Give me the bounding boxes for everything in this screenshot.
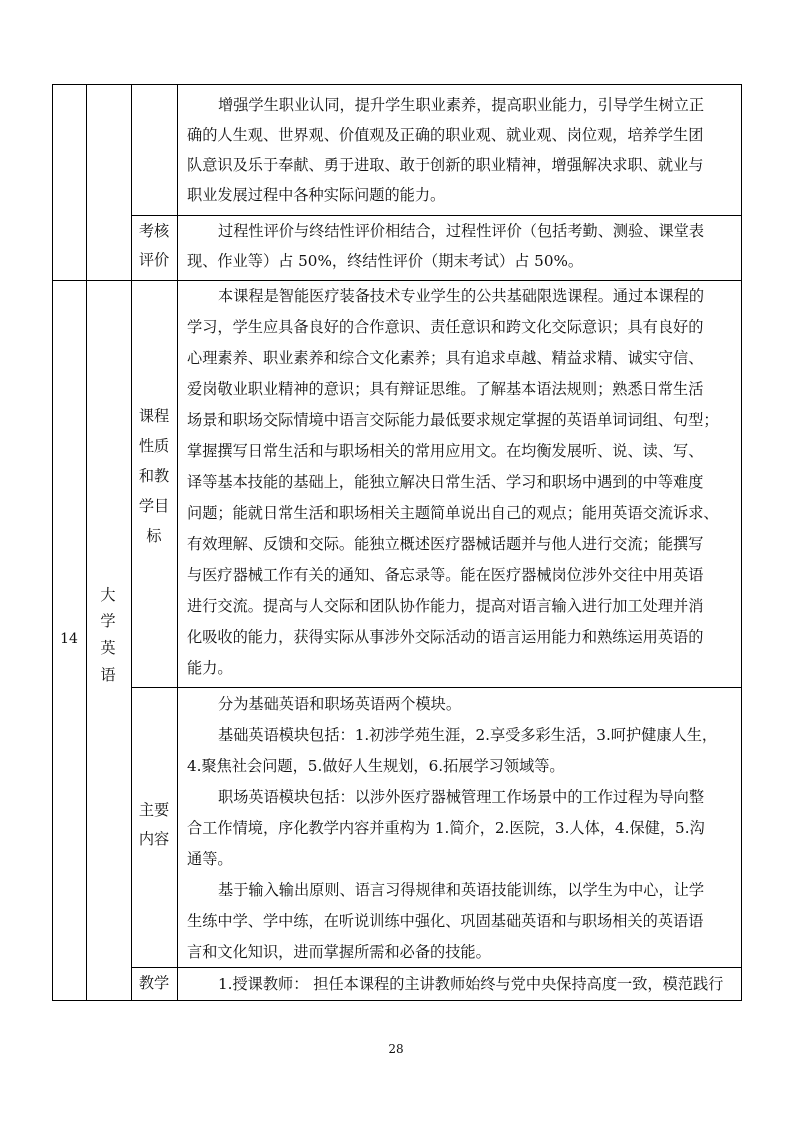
content-line-2: 基础英语模块包括：1.初涉学苑生涯，2.享受多彩生活，3.呵护健康人生， xyxy=(218,726,718,744)
assessment-label-1: 考核 xyxy=(138,222,170,240)
content-line-5: 合工作情境，序化教学内容并重构为 1.简介，2.医院，3.人体，4.保健，5.沟 xyxy=(187,819,705,837)
content-line-6: 通等。 xyxy=(187,850,233,868)
content-line-7: 基于输入输出原则、语言习得规律和英语技能训练，以学生为中心，让学 xyxy=(218,881,704,899)
table-border-col2 xyxy=(131,84,132,1001)
objectives-line-5: 场景和职场交际情境中语言交际能力最低要求规定掌握的英语单词词组、句型； xyxy=(187,411,719,429)
top-body-line-2: 确的人生观、世界观、价值观及正确的职业观、就业观、岗位观，培养学生团 xyxy=(187,126,704,144)
assessment-label-2: 评价 xyxy=(138,251,170,269)
objectives-line-6: 掌握撰写日常生活和与职场相关的常用应用文。在均衡发展听、说、读、写、 xyxy=(187,442,704,460)
objectives-line-10: 与医疗器械工作有关的通知、备忘录等。能在医疗器械岗位涉外交往中用英语 xyxy=(187,566,704,584)
content-line-9: 言和文化知识，进而掌握所需和必备的技能。 xyxy=(187,943,491,961)
objectives-label-1: 课程 xyxy=(138,407,170,425)
objectives-line-3: 心理素养、职业素养和综合文化素养；具有追求卓越、精益求精、诚实守信、 xyxy=(187,349,704,367)
objectives-label-3: 和教 xyxy=(138,467,170,485)
top-body-line-4: 职业发展过程中各种实际问题的能力。 xyxy=(187,186,446,204)
table-border-top xyxy=(52,84,742,85)
course-name-char-1: 大 xyxy=(100,586,116,604)
course-name-char-3: 英 xyxy=(100,639,116,657)
course-name-char-2: 学 xyxy=(100,612,116,630)
objectives-line-1: 本课程是智能医疗装备技术专业学生的公共基础限选课程。通过本课程的 xyxy=(218,287,704,305)
table-border-right xyxy=(741,84,742,1001)
table-border-col3 xyxy=(177,84,178,1001)
table-border-bottom xyxy=(52,1000,742,1001)
course-number: 14 xyxy=(60,631,78,647)
objectives-line-11: 进行交流。提高与人交际和团队协作能力，提高对语言输入进行加工处理并消 xyxy=(187,597,704,615)
objectives-label-2: 性质 xyxy=(138,437,170,455)
content-label-1: 主要 xyxy=(138,801,170,819)
top-body-line-3: 队意识及乐于奉献、勇于进取、敢于创新的职业精神，增强解决求职、就业与 xyxy=(187,156,704,174)
row-divider-content xyxy=(131,687,742,688)
table-border-col1 xyxy=(86,84,87,1001)
objectives-line-8: 问题；能就日常生活和职场相关主题简单说出自己的观点；能用英语交流诉求、 xyxy=(187,504,719,522)
teaching-label: 教学 xyxy=(138,974,170,992)
content-line-8: 生练中学、学中练，在听说训练中强化、巩固基础英语和与职场相关的英语语 xyxy=(187,912,704,930)
assessment-line-1: 过程性评价与终结性评价相结合，过程性评价（包括考勤、测验、课堂表 xyxy=(218,222,704,240)
content-label-2: 内容 xyxy=(138,830,170,848)
content-line-4: 职场英语模块包括：以涉外医疗器械管理工作场景中的工作过程为导向整 xyxy=(218,788,704,806)
objectives-line-4: 爱岗敬业职业精神的意识；具有辩证思维。了解基本语法规则；熟悉日常生活 xyxy=(187,380,704,398)
table-border-left xyxy=(52,84,53,1001)
objectives-line-12: 化吸收的能力，获得实际从事涉外交际活动的语言运用能力和熟练运用英语的 xyxy=(187,628,704,646)
objectives-line-7: 译等基本技能的基础上，能独立解决日常生活、学习和职场中遇到的中等难度 xyxy=(187,473,704,491)
objectives-label-4: 学目 xyxy=(138,497,170,515)
top-body-line-1: 增强学生职业认同，提升学生职业素养，提高职业能力，引导学生树立正 xyxy=(218,96,704,114)
course-name-char-4: 语 xyxy=(100,666,116,684)
objectives-line-13: 能力。 xyxy=(187,659,233,677)
row-divider-teaching xyxy=(131,967,742,968)
content-line-3: 4.聚焦社会问题，5.做好人生规划，6.拓展学习领域等。 xyxy=(187,757,565,775)
objectives-line-9: 有效理解、反馈和交际。能独立概述医疗器械话题并与他人进行交流；能撰写 xyxy=(187,535,704,553)
objectives-line-2: 学习，学生应具备良好的合作意识、责任意识和跨文化交际意识；具有良好的 xyxy=(187,318,704,336)
objectives-label-5: 标 xyxy=(146,527,162,545)
content-line-1: 分为基础英语和职场英语两个模块。 xyxy=(218,695,461,713)
teaching-line-1: 1.授课教师： 担任本课程的主讲教师始终与党中央保持高度一致，模范践行 xyxy=(218,975,724,993)
page-number: 28 xyxy=(388,1042,404,1056)
assessment-line-2: 现、作业等）占 50%，终结性评价（期末考试）占 50%。 xyxy=(187,252,584,270)
